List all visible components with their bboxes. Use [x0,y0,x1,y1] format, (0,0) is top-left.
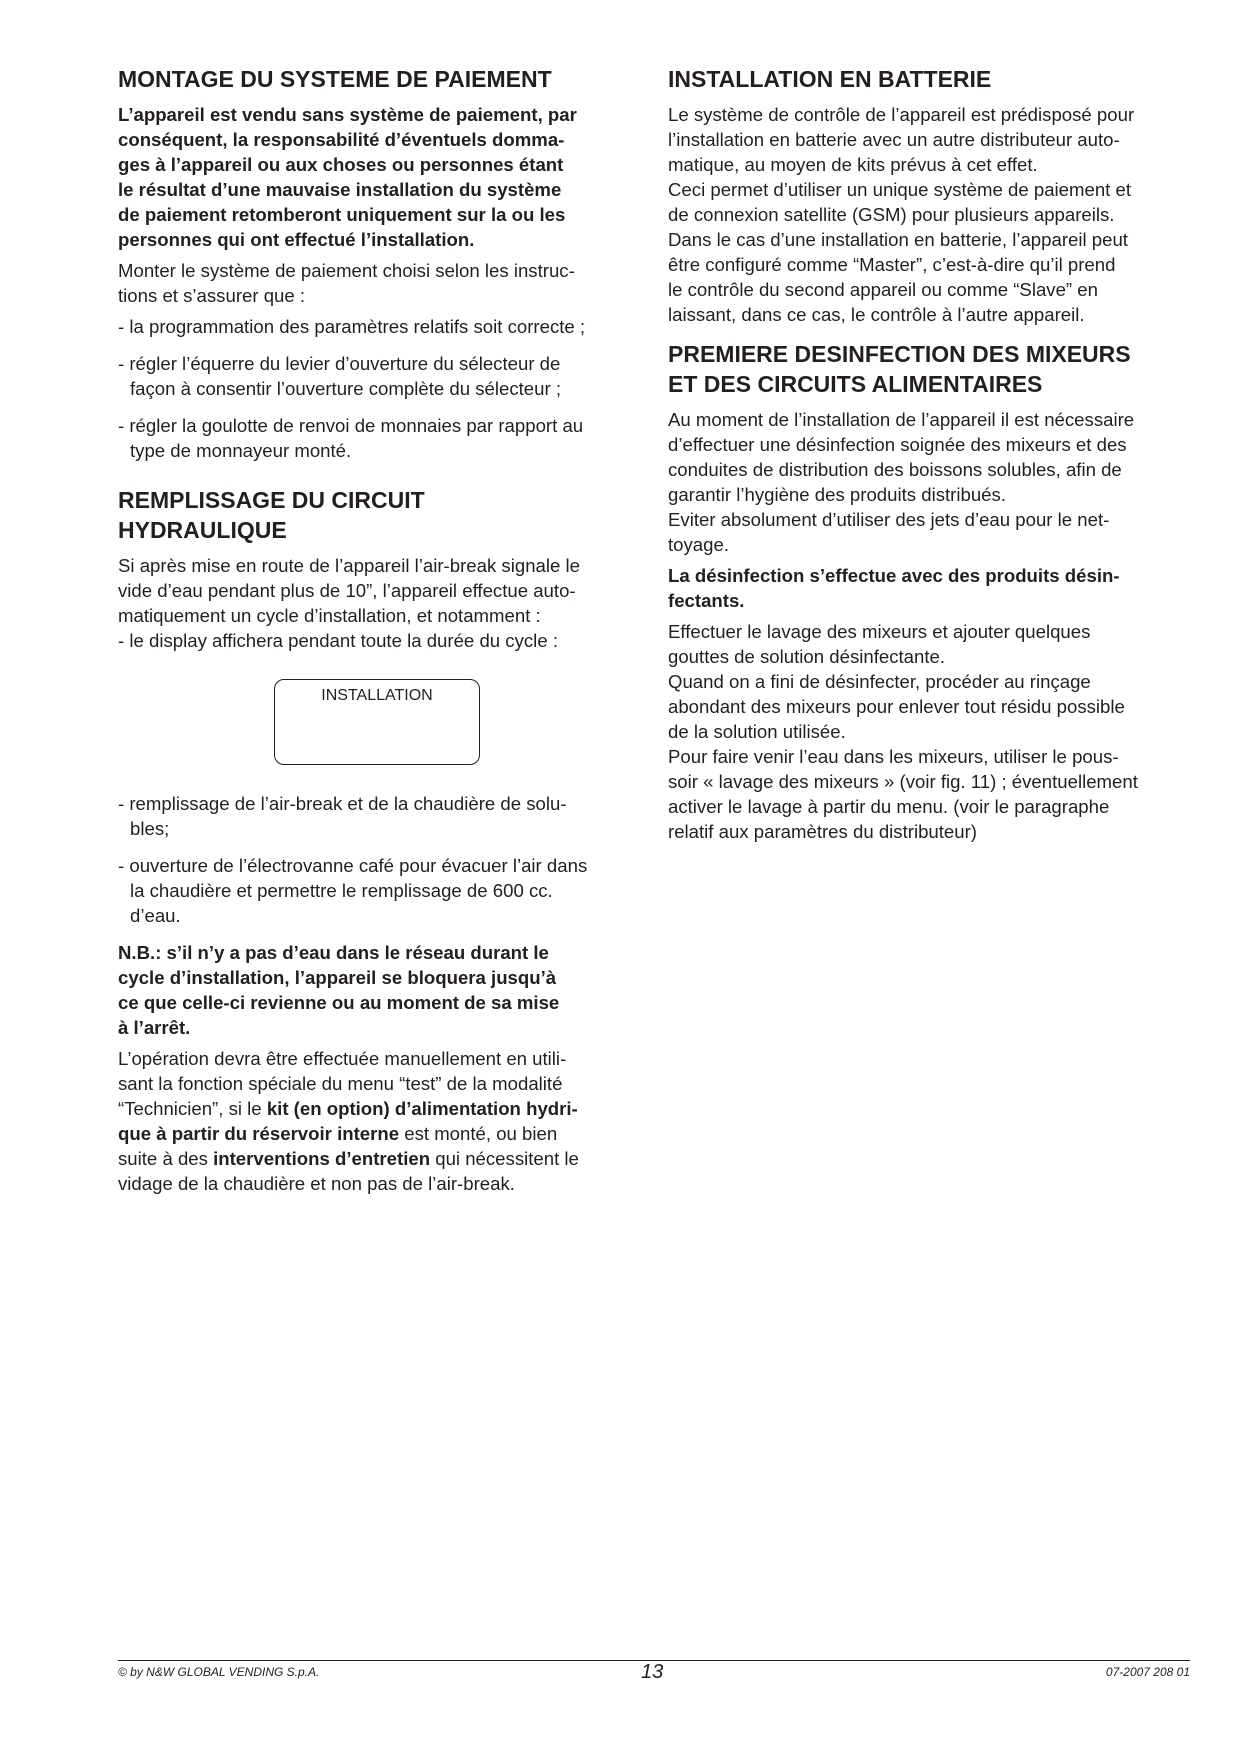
page-number: 13 [641,1661,664,1683]
montage-warning: L’appareil est vendu sans système de paiement, par conséquent, la responsabilité d’éventuels domma- ges à l’appareil ou aux choses ou personnes étant le résultat d’une mauvaise installation du système de paiement retomberont uniquement sur la ou les personnes qui ont effectué l’installation. [118,104,577,250]
montage-intro: Monter le système de paiement choisi selon les instruc- tions et s’assurer que : [118,260,575,306]
left-column [118,64,636,1202]
section-heading-montage: MONTAGE DU SYSTEME DE PAIEMENT [118,66,552,92]
nb-note: N.B.: s’il n’y a pas d’eau dans le réseau durant le cycle d’installation, l’appareil se bloquera jusqu’à ce que celle-ci revienne ou au moment de sa mise à l’arrêt. [118,942,560,1038]
desinfection-procedure: Effectuer le lavage des mixeurs et ajouter quelques gouttes de solution désinfectante. Quand on a fini de désinfecter, procéder au rinçage abondant des mixeurs pour enlever tout résidu possible de la solution utilisée. Pour faire venir l’eau dans les mixeurs, utiliser le pous- soir « lavage des mixeurs » (voir fig. 11) ; éventuellement activer le lavage à partir du menu. (voir le paragraphe relatif aux paramètres du distributeur) [668,621,1138,842]
section-heading-remplissage: REMPLISSAGE DU CIRCUIT HYDRAULIQUE [118,487,425,543]
desinfection-note: La désinfection s’effectue avec des produits désin- fectants. [668,565,1120,611]
remplissage-intro: Si après mise en route de l’appareil l’air-break signale le vide d’eau pendant plus de 10”, l’appareil effectue auto- matiquement un cycle d’installation, et notamment : - le display affichera pendant toute la durée du cycle : [118,555,580,651]
desinfection-intro: Au moment de l’installation de l’appareil il est nécessaire d’effectuer une désinfection soignée des mixeurs et des conduites de distribution des boissons solubles, afin de garantir l’hygiène des produits distribués. Eviter absolument d’utiliser des jets d’eau pour le net- toyage. [668,409,1135,555]
footer-doc-code: 07-2007 208 01 [1105,1665,1190,1679]
montage-item-2: - régler l’équerre du levier d’ouverture du sélecteur de façon à consentir l’ouverture complète du sélecteur ; [118,353,561,399]
remplissage-item-1: - remplissage de l’air-break et de la chaudière de solu- bles; [118,793,567,839]
display-text: INSTALLATION [321,687,433,704]
montage-item-1: - la programmation des paramètres relatifs soit correcte ; [118,316,586,337]
section-heading-batterie: INSTALLATION EN BATTERIE [668,66,992,92]
section-heading-desinfection: PREMIERE DESINFECTION DES MIXEURS ET DES CIRCUITS ALIMENTAIRES [668,341,1131,397]
display-screen [274,679,480,765]
montage-item-3: - régler la goulotte de renvoi de monnaies par rapport au type de monnayeur monté. [118,415,584,461]
operation-paragraph: L’opération devra être effectuée manuellement en utili- sant la fonction spéciale du menu “test” de la modalité “Technicien”, si le kit (en option) d’alimentation hydri- que à partir du réservoir interne est monté, ou bien suite à des interventions d’entretien qui nécessitent le vidage de la chaudière et non pas de l’air-break. [118,1048,579,1194]
batterie-paragraph: Le système de contrôle de l’appareil est prédisposé pour l’installation en batterie avec un autre distributeur auto- matique, au moyen de kits prévus à cet effet. Ceci permet d’utiliser un unique système de paiement et de connexion satellite (GSM) pour plusieurs appareils. Dans le cas d’une installation en batterie, l’appareil peut être configuré comme “Master”, c’est-à-dire qu’il prend le contrôle du second appareil ou comme “Slave” en laissant, dans ce cas, le contrôle à l’autre appareil. [668,104,1135,325]
remplissage-item-2: - ouverture de l’électrovanne café pour évacuer l’air dans la chaudière et permettre le remplissage de 600 cc. d’eau. [118,855,588,926]
footer-copyright: © by N&W GLOBAL VENDING S.p.A. [118,1665,320,1679]
right-column [668,64,1190,850]
